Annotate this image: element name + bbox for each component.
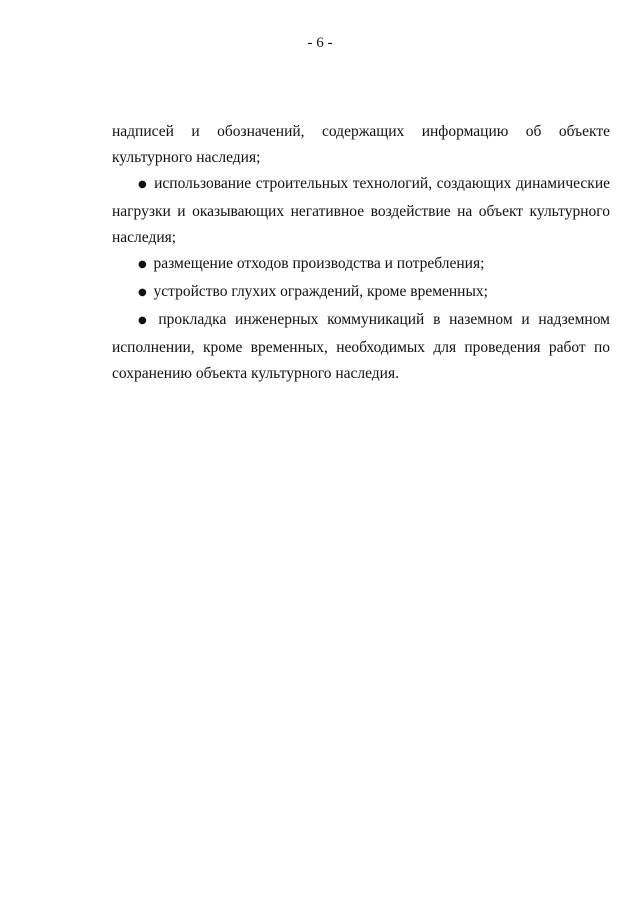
list-item-text: прокладка инженерных коммуникаций в наземном и надземном исполнении, кроме временных, необходимых для проведения работ по сохранению объекта культурного наследия. xyxy=(112,311,610,382)
page-number: - 6 - xyxy=(307,35,333,51)
document-body xyxy=(112,119,610,387)
list-item xyxy=(112,171,610,251)
list-item xyxy=(112,251,610,279)
bullet-icon xyxy=(138,251,150,279)
list-item xyxy=(112,307,610,387)
bullet-icon xyxy=(138,307,150,335)
paragraph-text: надписей и обозначений, содержащих информацию об объекте культурного наследия; xyxy=(112,123,610,166)
bullet-icon xyxy=(138,279,150,307)
bullet-icon xyxy=(138,171,150,199)
paragraph-continuation xyxy=(112,119,610,171)
list-item xyxy=(112,279,610,307)
list-item-text: размещение отходов производства и потребления; xyxy=(153,255,485,272)
list-item-text: устройство глухих ограждений, кроме временных; xyxy=(153,283,488,300)
list-item-text: использование строительных технологий, создающих динамические нагрузки и оказывающих негативное воздействие на объект культурного наследия; xyxy=(112,175,610,246)
